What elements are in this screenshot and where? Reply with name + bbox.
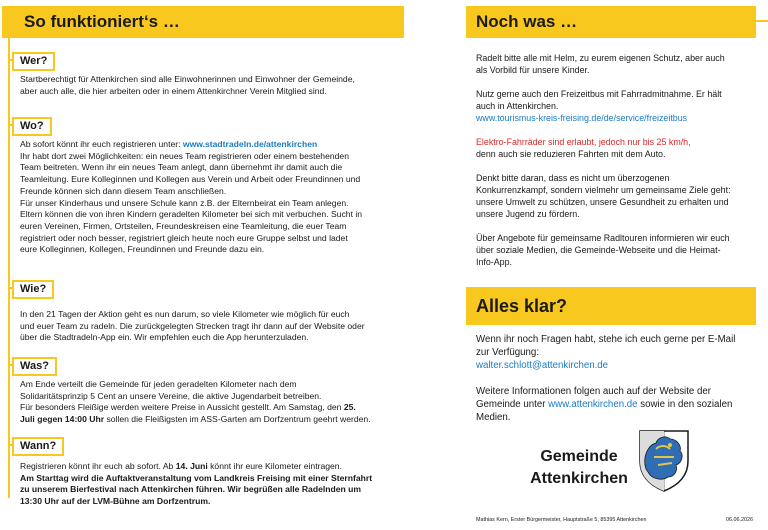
helmet-note: Radelt bitte alle mit Helm, zu eurem eigenen Schutz, aber auch als Vorbild für unsere Kinder. [476,53,725,75]
wann-label: Wann? [12,437,64,456]
was-date: 25. Juli gegen 14:00 Uhr [20,402,356,425]
left-title: So funktioniert‘s … [24,12,180,31]
wann-bold-text: Am Starttag wird die Auftaktveranstaltung vom Landkreis Freising mit einer Sternfahrt zu unserem Bierfestival nach Attenkirchen führen. Wir begrüßen alle Radelnden um 13:30 Uhr auf der LVM-Bühne am Dorfzentrum. [20,472,373,507]
ebike-note: Elektro-Fahrräder sind erlaubt, jedoch nur bis 25 km/h, denn auch sie reduzieren Fahrten mit dem Auto. [476,137,691,159]
wo-label: Wo? [12,117,52,136]
tours-note: Über Angebote für gemeinsame Radltouren informieren wir euch über soziale Medien, die Gemeinde-Webseite und die Heimat-Info-App. [476,233,730,267]
questions-text: Wenn ihr noch Fragen habt, stehe ich euch gerne per E-Mail zur Verfügung: [476,334,736,358]
wo-text-block [20,139,410,256]
footer-signature: Mathias Kern, Erster Bürgermeister, Hauptstraße 5, 85395 Attenkirchen [476,517,647,523]
right-title: Noch was … [476,12,578,31]
right-notes [476,52,734,280]
wann-text1: Registrieren könnt ihr euch ab sofort. Ab [20,461,176,471]
wo-text: Ihr habt dort zwei Möglichkeiten: ein neues Team registrieren oder einem bestehenden Team beitreten. Wenn ihr ein neues Team anlegt, dann übernehmt ihr damit auch die Teamleitung. Eure Kolleginnen und Kollegen aus Verein und Arbeit oder Freundinnen und Freunde können sich dann diesem Team anschließen. Für unser Kinderhaus und unsere Schule kann z.B. der Elternbeirat ein Team anlegen. Eltern können die von ihren Kindern geradelten Kilometer bei sich mit verbuchen. Sucht in euren Vereinen, Firmen, Ortsteilen, Freundeskreisen eine Teamleitung, die euer Team registriert oder noch besser, registriert gleich heute noch eure Gruppe selbst und ladet eure Kolleginnen, Kollegen, Freundinnen und Freunde dazu ein. [20,150,363,255]
left-title-bar [2,6,404,38]
contact-block [476,333,738,436]
wann-date: 14. Juni [175,461,208,471]
left-connector-line [8,36,10,498]
wann-text-block [20,461,416,508]
wo-intro: Ab sofort könnt ihr euch registrieren unter: [20,139,183,149]
wie-label: Wie? [12,280,54,299]
footer-date: 06.06.2026 [726,517,753,523]
wer-label: Wer? [12,52,55,71]
alles-klar-bar [466,287,756,325]
accent-line [756,20,768,22]
was-label: Was? [12,357,57,376]
was-text-block [20,379,416,426]
alles-klar-title: Alles klar? [476,296,568,316]
was-text2: sollen die Fleißigsten im ASS-Garten am Dorfzentrum geehrt werden. [104,414,371,425]
right-title-bar [466,6,756,38]
was-text: Am Ende verteilt die Gemeinde für jeden geradelten Kilometer nach dem Solidaritätsprinzip 5 Cent an unsere Vereine, die aktive Jugendarbeit betreiben. Für besonders Fleißige werden weitere Preise in Aussicht gestellt. Am Samstag, den [20,379,342,413]
website-link[interactable]: www.attenkirchen.de [548,399,638,410]
wie-text: In den 21 Tagen der Aktion geht es nun darum, so viele Kilometer wie möglich für euch und euer Team zu radeln. Die zurückgelegten Strecken tragt ihr dann auf der Website oder über die Stadtradeln-App ein. Wir empfehlen euch die App herunterzuladen. [20,309,365,343]
municipality-name: Gemeinde Attenkirchen [530,448,628,487]
ebike-warning: Elektro-Fahrräder sind erlaubt, jedoch nur bis 25 km/h, [476,137,691,147]
stadtradeln-link[interactable]: www.stadtradeln.de/attenkirchen [182,139,318,149]
spirit-note: Denkt bitte daran, dass es nicht um überzogenen Konkurrenzkampf, sondern vielmehr um gemeinsame Ziele geht: unsere Umwelt zu schützen, unsere Gesundheit zu erhalten und unsere Jugend zu fördern. [476,173,731,219]
wer-text: Startberechtigt für Attenkirchen sind alle Einwohnerinnen und Einwohner der Gemeinde, aber auch alle, die hier arbeiten oder in einem Attenkirchner Verein Mitglied sind. [20,74,355,96]
bus-note: Nutz gerne auch den Freizeitbus mit Fahrradmitnahme. Er hält auch in Attenkirchen. [476,89,722,111]
website-text: Weitere Informationen folgen auch auf der Website der Gemeinde unter www.attenkirchen.de sowie in den sozialen Medien. [476,386,733,423]
wann-text2: könnt ihr eure Kilometer eintragen. [207,461,342,471]
email-link[interactable]: walter.schlott@attenkirchen.de [476,360,609,371]
coat-of-arms-icon [636,427,692,493]
freizeitbus-link[interactable]: www.tourismus-kreis-freising.de/de/service/freizeitbus [476,113,688,123]
